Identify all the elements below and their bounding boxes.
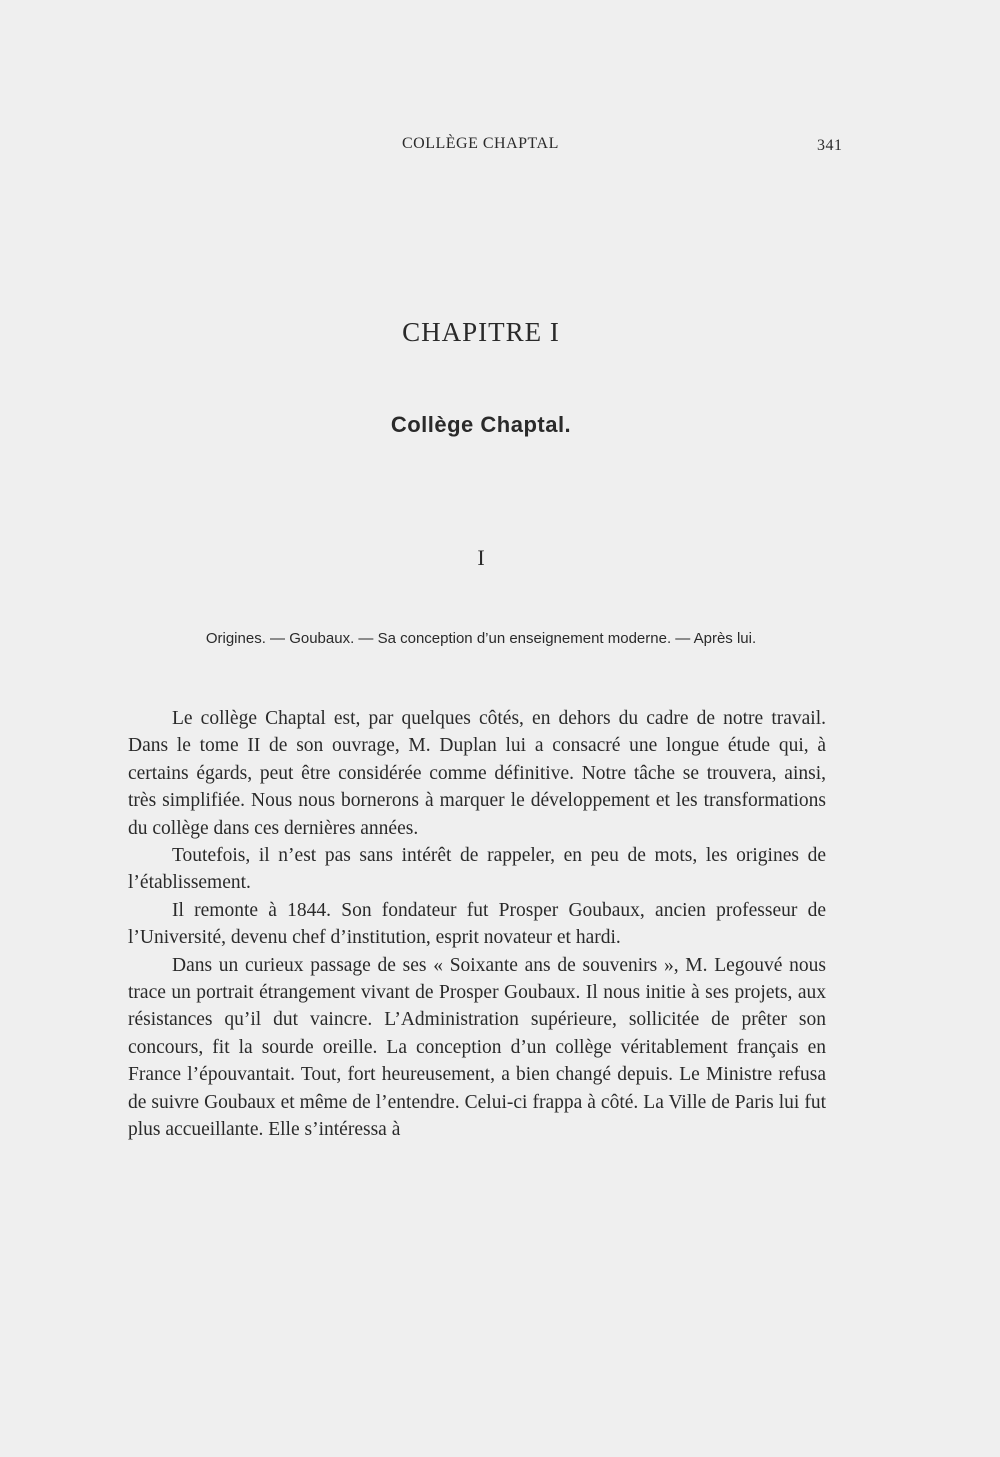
page-number: 341 bbox=[817, 137, 843, 154]
paragraph: Le collège Chaptal est, par quelques côtés, en dehors du cadre de notre travail. Dans le tome II de son ouvrage, M. Duplan lui a consacré une longue étude qui, à certains égards, peut être considérée comme définitive. Notre tâche se trouvera, ainsi, très simplifiée. Nous nous bornerons à marquer le développement et les transformations du collège dans ces dernières années. bbox=[128, 708, 826, 839]
section-summary: Origines. — Goubaux. — Sa conception d’un enseignement moderne. — Après lui. bbox=[205, 630, 757, 647]
running-header bbox=[0, 135, 1000, 157]
running-title: COLLÈGE CHAPTAL bbox=[402, 135, 559, 152]
paragraph: Il remonte à 1844. Son fondateur fut Prosper Goubaux, ancien professeur de l’Université, devenu chef d’institution, esprit novateur et hardi. bbox=[128, 899, 826, 949]
body-text bbox=[128, 705, 826, 1144]
paragraph: Dans un curieux passage de ses « Soixante ans de souvenirs », M. Legouvé nous trace un portrait étrangement vivant de Prosper Goubaux. Il nous initie à ses projets, aux résistances qu’il dut vaincre. L’Administration supérieure, sollicitée de prêter son concours, fit la sourde oreille. La conception d’un collège véritablement français en France l’épouvantait. Tout, fort heureusement, a bien changé depuis. Le Ministre refusa de suivre Goubaux et même de l’entendre. Celui-ci frappa à côté. La Ville de Paris lui fut plus accueillante. Elle s’intéressa à bbox=[128, 954, 826, 1141]
section-title: Collège Chaptal. bbox=[390, 412, 572, 437]
section-numeral: I bbox=[477, 545, 485, 570]
paragraph: Toutefois, il n’est pas sans intérêt de rappeler, en peu de mots, les origines de l’établissement. bbox=[128, 845, 826, 894]
chapter-title: CHAPITRE I bbox=[402, 317, 560, 347]
